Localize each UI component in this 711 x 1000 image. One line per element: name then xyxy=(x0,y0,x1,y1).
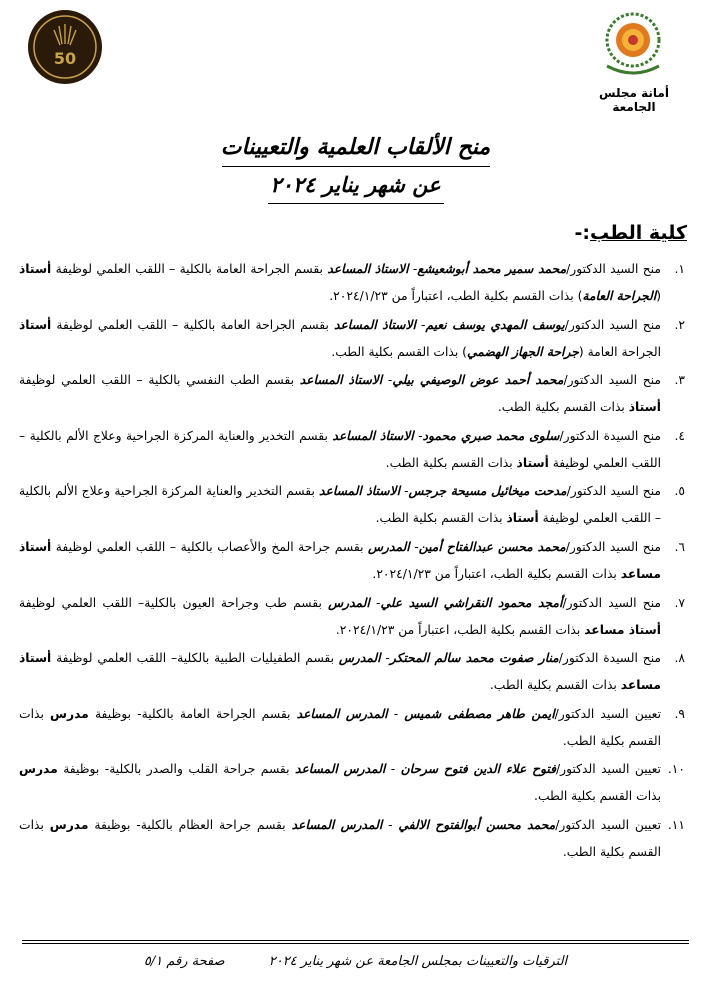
text-run: منح السيد الدكتور/ xyxy=(564,317,661,332)
emphasized-text: الاستاذ المساعد xyxy=(327,262,409,276)
text-run: بقسم طب وجراحة العيون بالكلية– اللقب العلمي لوظيفة xyxy=(19,595,329,610)
list-item xyxy=(19,423,685,477)
text-run: - xyxy=(369,595,381,610)
item-number: ٥. xyxy=(674,484,685,499)
text-run: بقسم الطفيليات الطبية بالكلية– اللقب العلمي لوظيفة xyxy=(51,651,339,666)
page-title: منح الألقاب العلمية والتعيينات xyxy=(220,134,491,160)
text-run: - xyxy=(380,651,390,666)
emphasized-text: محمد محسن عبدالفتاح أمين xyxy=(418,539,566,554)
text-run: بقسم التخدير والعناية المركزة الجراحية وعلاج الألم بالكلية – اللقب العلمي لوظيفة xyxy=(19,428,661,470)
emphasized-text: منار صفوت محمد سالم المحتكر xyxy=(389,651,559,666)
page-subtitle: عن شهر يناير ٢٠٢٤ xyxy=(270,172,441,197)
item-text xyxy=(19,812,661,866)
logo-number: 50 xyxy=(53,49,77,68)
item-number: ١١. xyxy=(667,817,685,832)
heading-suffix: :- xyxy=(574,222,591,244)
item-number: ٦. xyxy=(674,539,685,554)
text-run: تعيين السيد الدكتور/ xyxy=(554,706,662,721)
text-run: - xyxy=(382,817,399,832)
list-item xyxy=(19,534,685,588)
emphasized-text: أمجد محمود النقراشي السيد علي xyxy=(380,595,563,610)
text-run: منح السيد الدكتور/ xyxy=(566,484,662,499)
bold-text: أستاذ xyxy=(19,317,52,332)
emphasized-text: الاستاذ المساعد xyxy=(319,484,400,499)
item-text xyxy=(19,756,661,810)
footer-text: الترقيات والتعيينات بمجلس الجامعة عن شهر يناير ٢٠٢٤ xyxy=(268,954,568,969)
text-run: منح السيدة الدكتور/ xyxy=(559,428,662,443)
text-run: بذات القسم بكلية الطب. xyxy=(497,400,629,415)
list-item xyxy=(19,256,685,310)
text-run: بقسم التخدير والعناية المركزة الجراحية وعلاج الألم بالكلية – اللقب العلمي لوظيفة xyxy=(19,484,661,526)
item-text xyxy=(19,312,661,366)
list-item xyxy=(19,645,685,699)
emphasized-text: المدرس xyxy=(368,539,410,554)
emphasized-text: مدحت ميخائيل مسيحة جرجس xyxy=(408,484,567,499)
text-run: بقسم الجراحة العامة بالكلية- بوظيفة xyxy=(88,706,297,721)
item-text xyxy=(19,423,661,477)
emphasized-text: المدرس المساعد xyxy=(291,817,383,832)
emphasized-text: المدرس المساعد xyxy=(296,706,388,721)
list-item xyxy=(19,590,685,644)
bold-text: مدرس xyxy=(50,706,89,721)
bold-text: أستاذ xyxy=(19,262,52,276)
bold-text: أستاذ مساعد xyxy=(19,539,661,581)
text-run: - xyxy=(415,317,426,332)
list-item xyxy=(19,701,685,755)
emphasized-text: جراحة الجهاز الهضمي xyxy=(466,344,579,359)
page-footer xyxy=(0,954,711,969)
text-run: بقسم الطب النفسي بالكلية – اللقب العلمي لوظيفة xyxy=(19,373,300,388)
text-run: منح السيد الدكتور/ xyxy=(562,595,662,610)
bold-text: أستاذ مساعد xyxy=(19,651,661,693)
council-secretariat-caption: أمانة مجلس الجامعة xyxy=(599,86,669,114)
text-run: بذات القسم بكلية الطب. xyxy=(19,706,661,748)
emphasized-text: سلوى محمد صبري محمود xyxy=(422,428,560,443)
text-run: منح السيدة الدكتور/ xyxy=(558,651,662,666)
bold-text: أستاذ xyxy=(516,455,549,470)
item-number: ٤. xyxy=(674,428,685,443)
text-run: تعيين السيد الدكتور/ xyxy=(555,817,661,832)
text-run: - xyxy=(399,484,409,499)
text-run: بذات القسم بكلية الطب، اعتباراً من ٢٠٢٤/١/٢٣. xyxy=(372,566,621,581)
item-text xyxy=(19,701,661,755)
text-run: - xyxy=(409,539,419,554)
list-item xyxy=(19,367,685,421)
text-run: بذات القسم بكلية الطب. xyxy=(19,817,661,859)
decisions-list xyxy=(19,256,685,868)
emphasized-text: المدرس المساعد xyxy=(295,762,386,777)
text-run: منح السيد الدكتور/ xyxy=(563,373,661,388)
section-heading xyxy=(575,222,687,244)
item-text xyxy=(19,367,661,421)
item-number: ٩. xyxy=(674,706,685,721)
text-run: - xyxy=(385,762,401,777)
text-run: - xyxy=(382,373,393,388)
emphasized-text: الاستاذ المساعد xyxy=(332,428,414,443)
page-number: صفحة رقم ٥/١ xyxy=(143,954,225,969)
emphasized-text: الاستاذ المساعد xyxy=(299,373,383,388)
bold-text: أستاذ xyxy=(506,511,539,526)
bold-text: أستاذ مساعد xyxy=(584,622,661,637)
item-text xyxy=(19,645,661,699)
emphasized-text: يوسف المهدي يوسف نعيم xyxy=(425,317,565,332)
text-run: منح السيد الدكتور/ xyxy=(565,539,661,554)
bold-text: مدرس xyxy=(19,762,58,777)
text-run: ) بذات القسم بكلية الطب، اعتباراً من ٢٠٢٤/١/٢٣. xyxy=(329,289,583,303)
text-run: بذات القسم بكلية الطب. xyxy=(534,789,661,804)
text-run: ) بذات القسم بكلية الطب. xyxy=(331,344,467,359)
emphasized-text: محمد أحمد عوض الوصيفي بيلي xyxy=(392,373,564,388)
item-number: ٧. xyxy=(674,595,685,610)
text-run: بذات القسم بكلية الطب. xyxy=(385,455,517,470)
bold-text: أستاذ xyxy=(628,400,661,415)
text-run: ( xyxy=(656,289,661,303)
list-item xyxy=(19,312,685,366)
bold-text: مدرس xyxy=(49,817,89,832)
footer-rule xyxy=(22,940,689,941)
title-underline xyxy=(222,166,490,167)
emphasized-text: ايمن طاهر مصطفى شميس xyxy=(404,706,555,721)
anniversary-logo xyxy=(26,8,104,86)
emphasized-text: الاستاذ المساعد xyxy=(334,317,416,332)
item-number: ٣. xyxy=(674,373,685,388)
text-run: بقسم جراحة القلب والصدر بالكلية- بوظيفة xyxy=(57,762,296,777)
item-number: ١. xyxy=(674,262,685,276)
text-run: بذات القسم بكلية الطب. xyxy=(375,511,507,526)
faculty-name: كلية الطب xyxy=(590,222,687,244)
subtitle-underline xyxy=(268,203,444,204)
text-run: الجراحة العامة ( xyxy=(578,344,661,359)
university-logo xyxy=(597,10,669,80)
footer-rule-thin xyxy=(22,943,689,944)
text-run: منح السيد الدكتور/ xyxy=(566,262,661,276)
text-run: - xyxy=(413,428,423,443)
emphasized-text: المدرس xyxy=(328,595,370,610)
list-item xyxy=(19,812,685,866)
text-run: بقسم جراحة المخ والأعصاب بالكلية – اللقب العلمي لوظيفة xyxy=(51,539,369,554)
text-run: بذات القسم بكلية الطب، اعتباراً من ٢٠٢٤/١/٢٣. xyxy=(335,622,585,637)
text-run: - xyxy=(387,706,405,721)
item-text xyxy=(19,590,661,644)
emphasized-text: الجراحة العامة xyxy=(582,289,657,303)
item-text xyxy=(19,478,661,532)
text-run: بذات القسم بكلية الطب. xyxy=(489,678,621,693)
text-run: تعيين السيد الدكتور/ xyxy=(556,762,661,777)
item-number: ٨. xyxy=(674,651,685,666)
item-text xyxy=(19,534,661,588)
emphasized-text: المدرس xyxy=(338,651,381,666)
emphasized-text: محمد محسن أبوالفتوح الالفي xyxy=(398,817,556,832)
item-number: ١٠. xyxy=(667,762,685,777)
text-run: بقسم جراحة العظام بالكلية- بوظيفة xyxy=(88,817,292,832)
emphasized-text: محمد سمير محمد أبوشعيشع xyxy=(417,262,567,276)
text-run: بقسم الجراحة العامة بالكلية – اللقب العلمي لوظيفة xyxy=(51,262,328,276)
list-item xyxy=(19,756,685,810)
emphasized-text: فتوح علاء الدين فتوح سرحان xyxy=(400,762,557,777)
item-text xyxy=(19,256,661,310)
text-run: - xyxy=(408,262,418,276)
text-run: بقسم الجراحة العامة بالكلية – اللقب العلمي لوظيفة xyxy=(51,317,334,332)
item-number: ٢. xyxy=(674,317,685,332)
list-item xyxy=(19,478,685,532)
